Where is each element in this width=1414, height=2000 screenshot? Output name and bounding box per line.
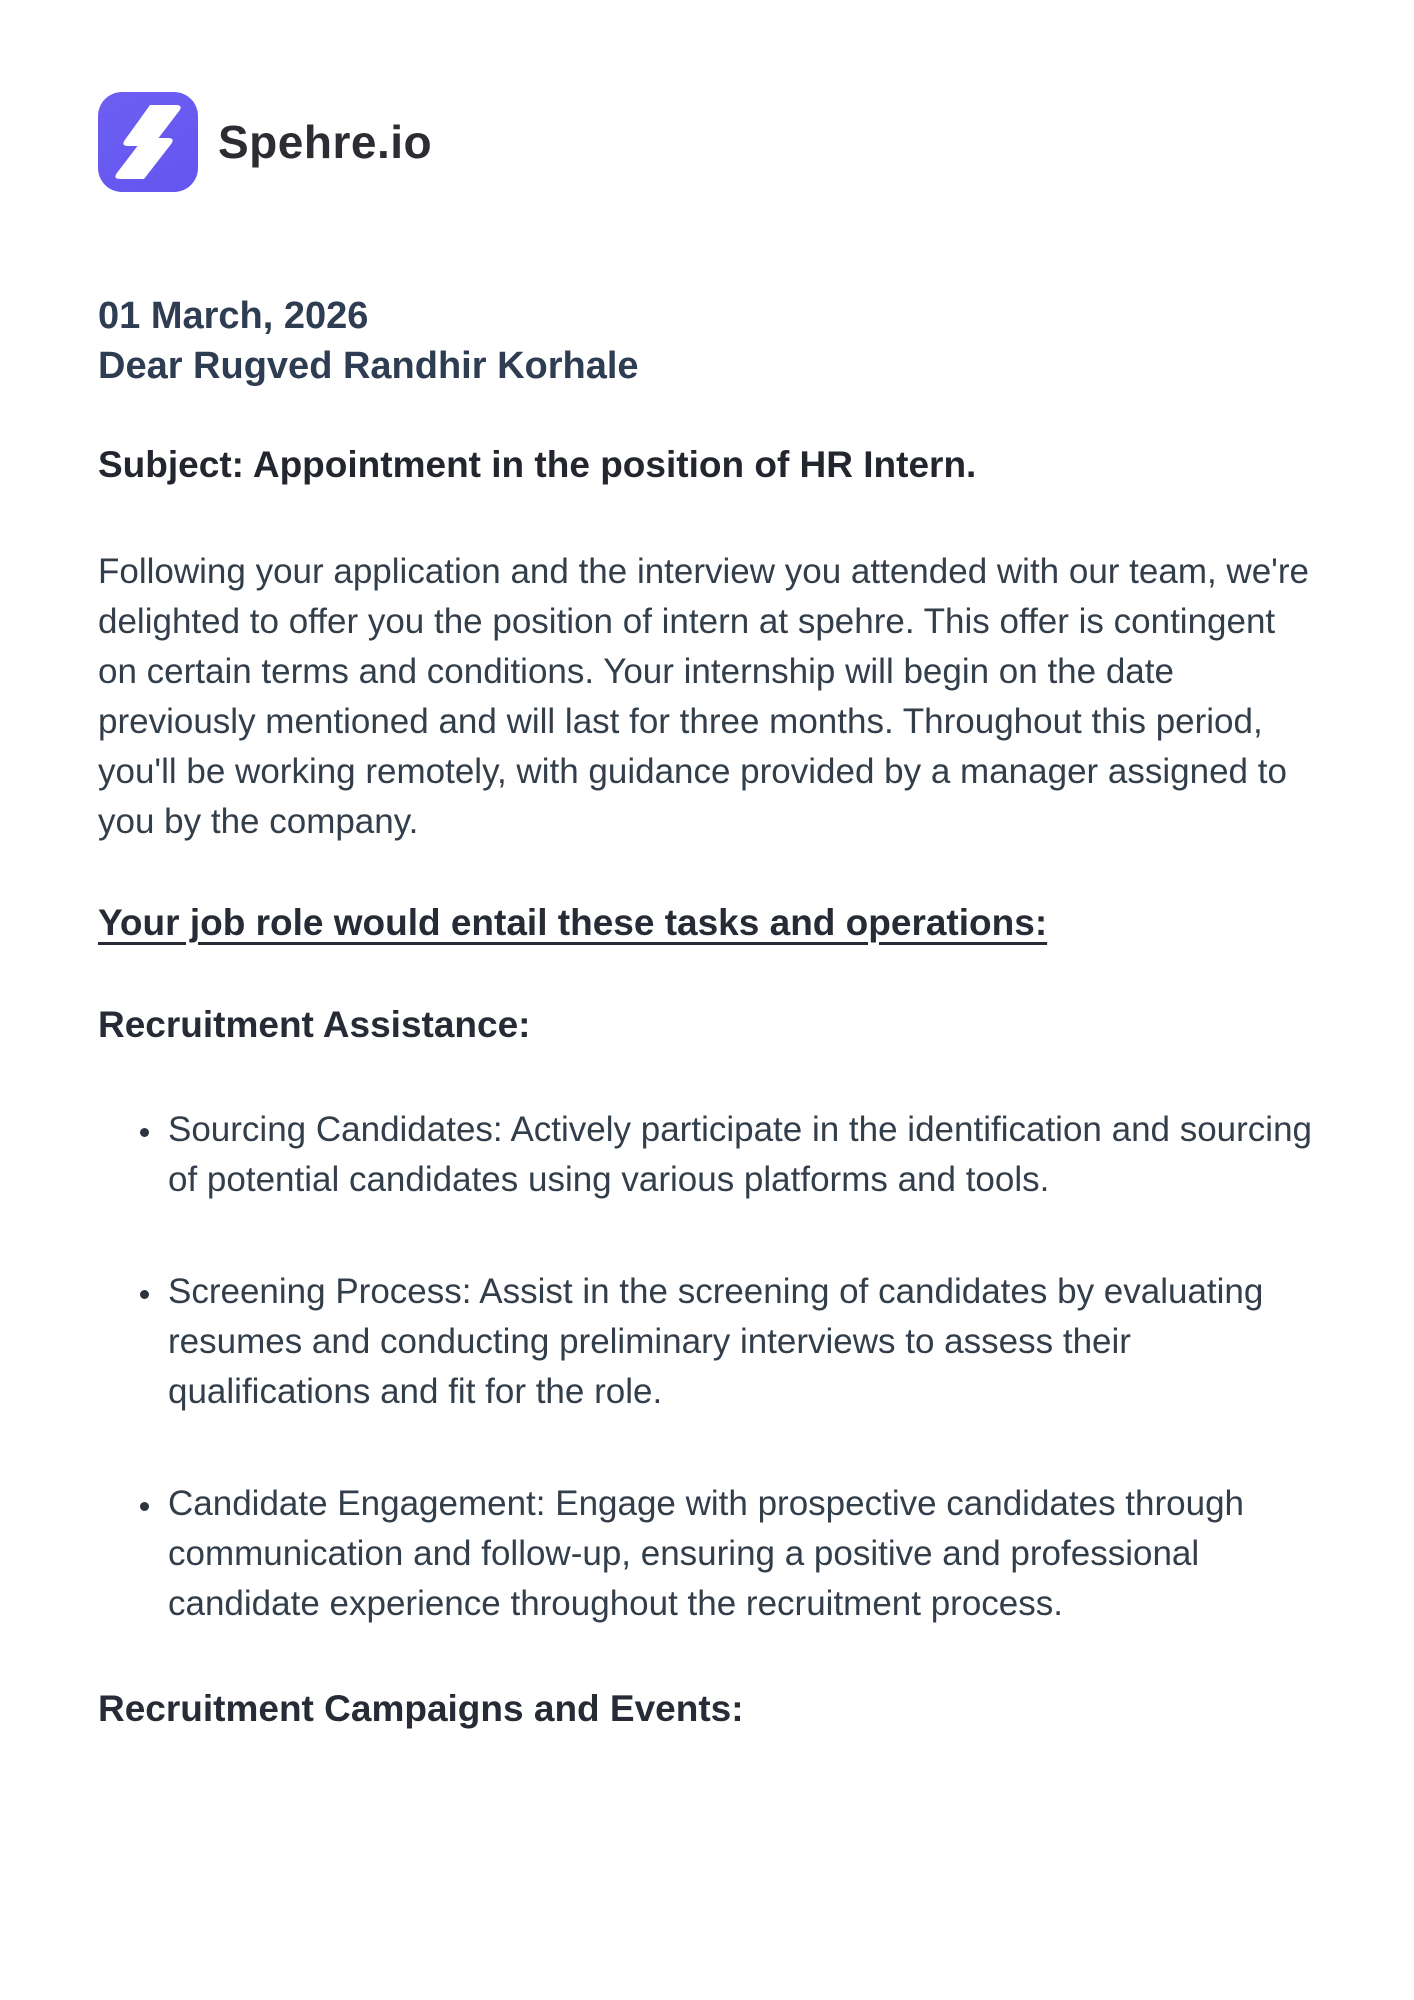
section-title-recruitment-assistance: Recruitment Assistance: xyxy=(98,1004,531,1045)
section-title-recruitment-campaigns: Recruitment Campaigns and Events: xyxy=(98,1688,744,1729)
list-item: • Sourcing Candidates: Actively participate in the identification and sourcing of potential candidates using various platforms and tools. xyxy=(164,1105,1312,1205)
tasks-heading: Your job role would entail these tasks and operations: xyxy=(98,902,1048,943)
intro-paragraph: Following your application and the interview you attended with our team, we're delighted to offer you the position of intern at spehre. This offer is contingent on certain terms and conditions. Your internship will begin on the date previously mentioned and will last for three months. Throughout this period, you'll be working remotely, with guidance provided by a manager assigned to you by the company. xyxy=(98,552,1309,841)
brand-name: Spehre.io xyxy=(218,116,433,168)
list-item: • Candidate Engagement: Engage with prospective candidates through communication and follow-up, ensuring a positive and professional candidate experience throughout the recruitment process. xyxy=(164,1479,1312,1629)
salutation: Dear Rugved Randhir Korhale xyxy=(98,345,639,387)
subject-line: Subject: Appointment in the position of HR Intern. xyxy=(98,444,977,485)
brand-header xyxy=(98,92,1312,192)
s-bolt-icon xyxy=(98,92,198,192)
date-block xyxy=(98,291,1312,391)
list-item: • Screening Process: Assist in the screening of candidates by evaluating resumes and conducting preliminary interviews to assess their qualifications and fit for the role. xyxy=(164,1267,1312,1417)
recruitment-assistance-list xyxy=(98,1105,1312,1629)
letter-date: 01 March, 2026 xyxy=(98,295,369,337)
